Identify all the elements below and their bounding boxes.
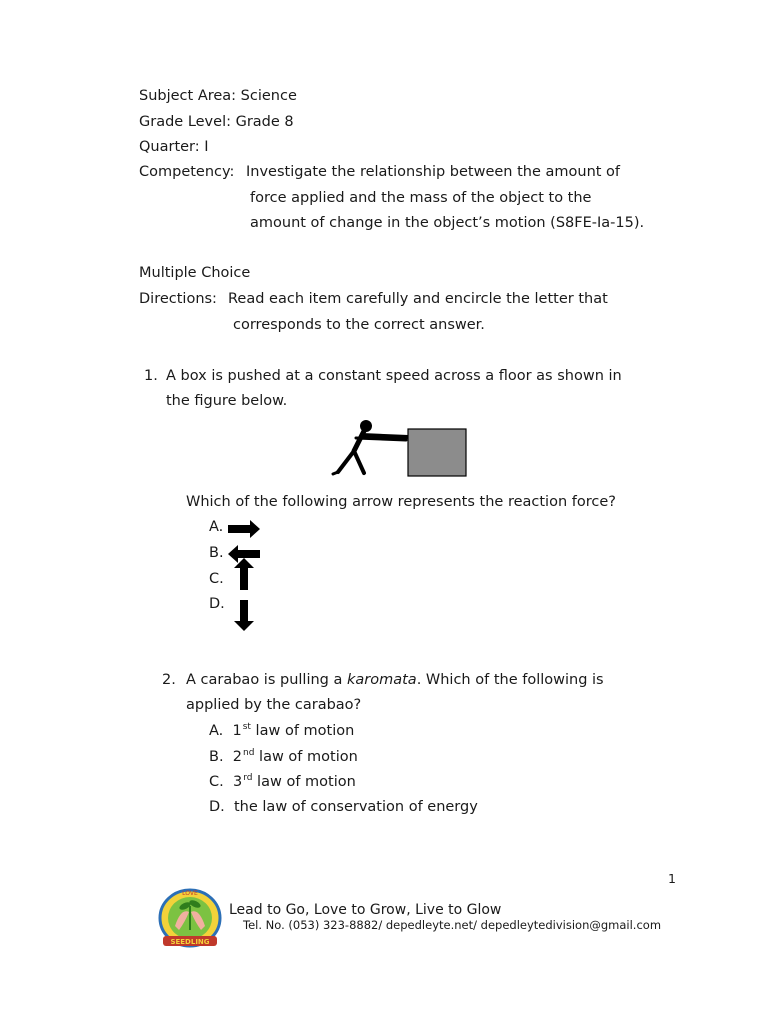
competency-label: Competency: [139,164,235,180]
directions-label: Directions: [139,291,217,307]
directions-line-2: corresponds to the correct answer. [233,317,485,333]
q1-option-a-letter[interactable]: A. [209,519,224,535]
q2-line-1 [186,670,604,690]
q1-number: 1. [144,368,158,384]
q2-option-b[interactable] [209,747,358,769]
arrow-down-icon [232,599,256,633]
q2-option-a[interactable] [209,721,354,743]
q2-option-b-letter: B. [209,749,224,765]
q2-line-1-before: A carabao is pulling a [186,672,347,688]
pushed-box [408,429,466,476]
q2-option-b-post: law of motion [254,749,358,765]
logo-text: SEEDLING [170,938,210,946]
competency-line-3: amount of change in the object’s motion (S8FE-Ia-15). [250,215,645,231]
q2-option-b-sup: nd [243,748,255,758]
q2-number: 2. [162,672,176,688]
q2-option-c-pre: 3 [232,774,243,790]
q2-option-a-pre: 1 [232,723,242,739]
q2-option-a-post: law of motion [250,723,355,739]
q2-option-b-pre: 2 [232,749,243,765]
q2-line-1-after: . Which of the following is [416,672,604,688]
page-number: 1 [668,871,676,886]
section-title: Multiple Choice [139,265,251,281]
q2-option-a-sup: st [242,722,251,732]
q1-line-1: A box is pushed at a constant speed across a floor as shown in [166,368,622,384]
q2-option-a-letter: A. [209,723,224,739]
stick-figure-icon [333,420,408,474]
q2-option-c-sup: rd [243,773,253,783]
q1-option-b-letter[interactable]: B. [209,545,224,561]
footer-tagline: Lead to Go, Love to Grow, Live to Glow [229,902,502,918]
competency-line-1: Investigate the relationship between the amount of [246,164,621,180]
q1-line-2: the figure below. [166,393,288,409]
q1-option-d-letter[interactable]: D. [209,596,225,612]
logo-top-text: LOVE [182,890,198,897]
grade-level: Grade Level: Grade 8 [139,114,294,130]
q2-option-c[interactable] [209,772,356,794]
q2-option-d-pre: the law of conservation of energy [234,799,478,815]
q2-karomata: karomata [346,672,417,688]
q2-option-c-letter: C. [209,774,224,790]
competency-line-2: force applied and the mass of the object to the [250,190,592,206]
arrow-up-icon [232,557,256,591]
q2-option-d-letter: D. [209,799,225,815]
seedling-logo [155,886,225,952]
q1-option-c-letter[interactable]: C. [209,571,224,587]
arrow-right-icon [226,519,262,539]
footer-contact: Tel. No. (053) 323-8882/ depedleyte.net/ depedleytedivision@gmail.com [243,918,662,932]
q1-prompt: Which of the following arrow represents the reaction force? [186,494,616,510]
q2-option-c-post: law of motion [252,774,356,790]
q2-line-2: applied by the carabao? [186,697,362,713]
quarter: Quarter: I [139,139,209,155]
subject-area: Subject Area: Science [139,88,297,104]
directions-line-1: Read each item carefully and encircle the letter that [228,291,608,307]
q2-option-d[interactable] [209,797,478,817]
push-box-figure [330,415,470,480]
